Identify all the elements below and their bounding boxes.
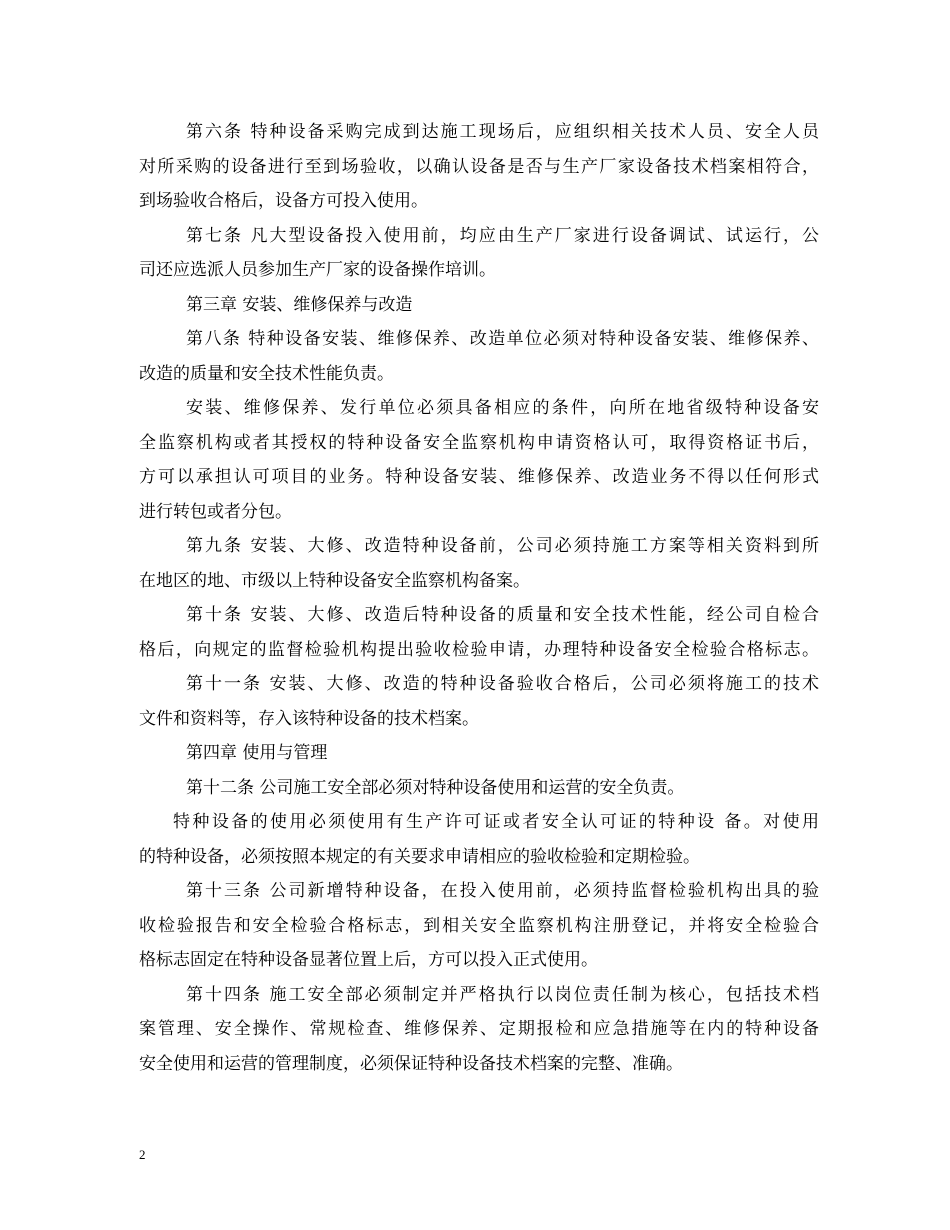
body-line: 改造的质量和安全技术性能负责。: [139, 363, 394, 384]
body-line: 方可以承担认可项目的业务。特种设备安装、维修保养、改造业务不得以任何形式: [139, 467, 819, 487]
body-line: 收检验报告和安全检验合格标志，到相关安全监察机构注册登记，并将安全检验合: [139, 915, 819, 936]
body-line: 第八条 特种设备安装、维修保养、改造单位必须对特种设备安装、维修保养、: [186, 329, 819, 349]
document-body: [139, 115, 819, 1081]
body-line: 第十条 安装、大修、改造后特种设备的质量和安全技术性能，经公司自检合: [186, 605, 819, 625]
body-line: 第十一条 安装、大修、改造的特种设备验收合格后，公司必须将施工的技术: [186, 674, 819, 694]
body-line: 第十二条 公司施工安全部必须对特种设备使用和运营的安全负责。: [186, 777, 685, 798]
page-number: 2: [139, 1147, 146, 1162]
body-line: 文件和资料等，存入该特种设备的技术档案。: [139, 708, 479, 729]
body-line: 安装、维修保养、发行单位必须具备相应的条件，向所在地省级特种设备安: [186, 398, 819, 418]
body-line: 进行转包或者分包。: [139, 501, 292, 522]
body-line: 第四章 使用与管理: [186, 743, 328, 763]
body-line: 第十三条 公司新增特种设备，在投入使用前，必须持监督检验机构出具的验: [186, 881, 819, 901]
body-line: 在地区的地、市级以上特种设备安全监察机构备案。: [139, 570, 530, 591]
body-line: 第七条 凡大型设备投入使用前，均应由生产厂家进行设备调试、试运行，公: [186, 225, 819, 246]
body-line: 第九条 安装、大修、改造特种设备前，公司必须持施工方案等相关资料到所: [186, 536, 819, 556]
body-line: 到场验收合格后，设备方可投入使用。: [139, 191, 428, 211]
body-line: 司还应选派人员参加生产厂家的设备操作培训。: [139, 260, 496, 280]
body-line: 安全使用和运营的管理制度，必须保证特种设备技术档案的完整、准确。: [139, 1053, 683, 1074]
body-line: 特种设备的使用必须使用有生产许可证或者安全认可证的特种设 备。对使用: [173, 812, 819, 832]
body-line: 格标志固定在特种设备显著位置上后，方可以投入正式使用。: [139, 950, 598, 970]
body-line: 案管理、安全操作、常规检查、维修保养、定期报检和应急措施等在内的特种设备: [139, 1019, 819, 1039]
body-line: 的特种设备，必须按照本规定的有关要求申请相应的验收检验和定期检验。: [139, 846, 700, 867]
body-line: 全监察机构或者其授权的特种设备安全监察机构申请资格认可，取得资格证书后，: [139, 432, 819, 453]
body-line: 第六条 特种设备采购完成到达施工现场后，应组织相关技术人员、安全人员: [186, 122, 819, 142]
body-line: 格后，向规定的监督检验机构提出验收检验申请，办理特种设备安全检验合格标志。: [139, 639, 819, 660]
body-line: 对所采购的设备进行至到场验收，以确认设备是否与生产厂家设备技术档案相符合，: [139, 156, 819, 177]
body-line: 第三章 安装、维修保养与改造: [186, 294, 413, 315]
body-line: 第十四条 施工安全部必须制定并严格执行以岗位责任制为核心，包括技术档: [186, 984, 819, 1005]
